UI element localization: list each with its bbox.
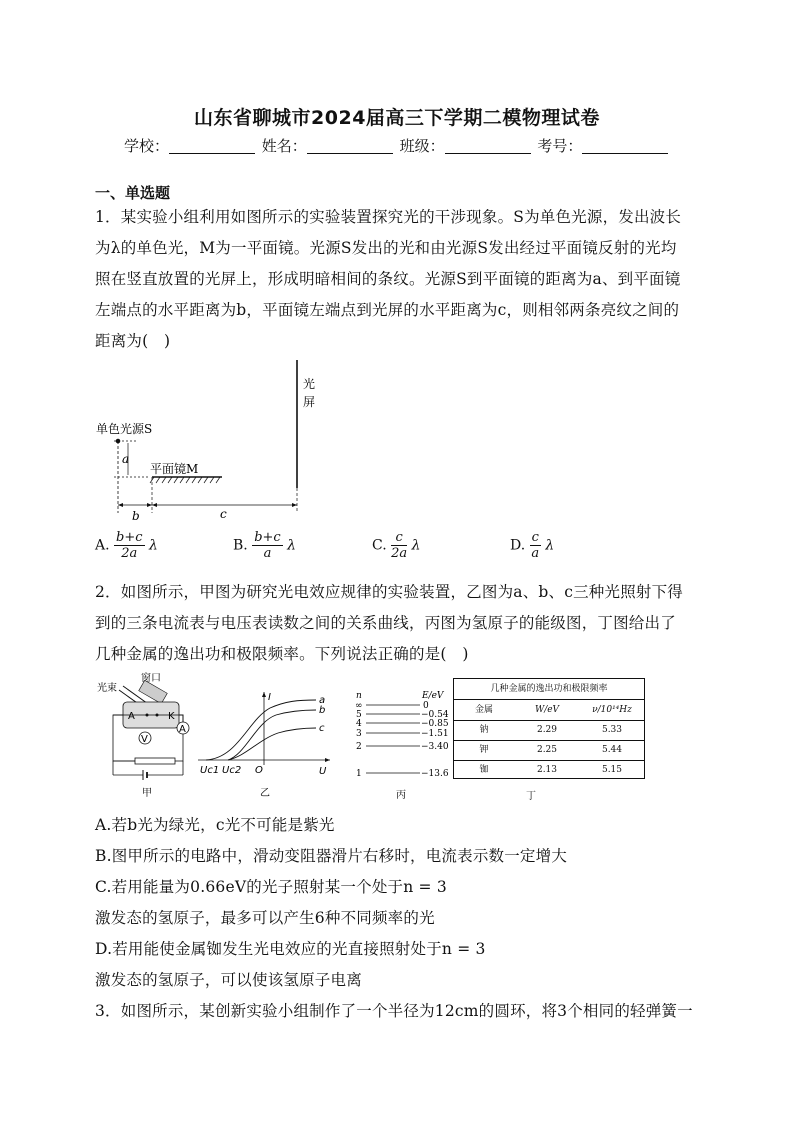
- table-header-row: 金属 W/eV ν/10¹⁴Hz: [454, 700, 644, 721]
- svg-text:∞: ∞: [355, 701, 363, 711]
- section-heading: 一、单选题: [95, 184, 171, 202]
- fig-bing-energy-levels: [352, 688, 452, 800]
- q1-option-d[interactable]: D. $\frac{c}{a}$ λ: [510, 530, 555, 561]
- screen-label-1: 光: [303, 377, 316, 391]
- q2-option-d[interactable]: D.若用能使金属铷发生光电效应的光直接照射处于n = 3: [95, 940, 486, 958]
- exam-no-label: 考号：: [537, 137, 583, 155]
- svg-text:光束: 光束: [97, 683, 117, 694]
- svg-text:E/eV: E/eV: [422, 691, 444, 701]
- curve-a: [206, 700, 316, 760]
- level-2: [356, 742, 449, 752]
- level-inf: [355, 701, 429, 711]
- screen-label-2: 屏: [303, 395, 316, 409]
- svg-text:−0.85: −0.85: [421, 719, 449, 729]
- q2-option-c[interactable]: C.若用能量为0.66eV的光子照射某一个处于n = 3: [95, 878, 447, 896]
- level-4: [356, 719, 449, 729]
- q1-line-1: 1．某实验小组利用如图所示的实验装置探究光的干涉现象。S为单色光源，发出波长: [95, 208, 682, 226]
- q1-option-a[interactable]: A. $\frac{b+c}{2a}$ λ: [95, 530, 158, 561]
- svg-text:3: 3: [356, 729, 362, 739]
- svg-text:5: 5: [356, 710, 362, 720]
- fig-jia-caption: 甲: [142, 788, 152, 799]
- svg-text:0: 0: [423, 701, 429, 711]
- svg-text:c: c: [319, 723, 325, 734]
- svg-text:窗口: 窗口: [141, 673, 161, 684]
- fig-yi-caption: 乙: [260, 788, 270, 799]
- q2-line-2: 到的三条电流表与电压表读数之间的关系曲线，丙图为氢原子的能级图，丁图给出了: [95, 614, 676, 632]
- fig-ding-caption: 丁: [526, 791, 536, 802]
- q2-line-3: 几种金属的逸出功和极限频率。下列说法正确的是( ): [95, 645, 469, 663]
- svg-text:−0.54: −0.54: [421, 710, 449, 720]
- name-label: 姓名：: [261, 137, 307, 155]
- svg-text:A: A: [128, 711, 135, 722]
- svg-text:O: O: [255, 765, 263, 776]
- a-label: a: [122, 452, 130, 466]
- curve-c: [228, 728, 316, 760]
- svg-text:−13.6: −13.6: [421, 769, 449, 779]
- level-1: [356, 769, 449, 779]
- level-3: [356, 729, 449, 739]
- svg-text:n: n: [356, 691, 362, 701]
- svg-text:−1.51: −1.51: [421, 729, 449, 739]
- q2-option-d-cont: 激发态的氢原子，可以使该氢原子电离: [95, 971, 362, 989]
- school-blank[interactable]: [169, 139, 255, 154]
- q1-line-3: 照在竖直放置的光屏上，形成明暗相间的条纹。光源S到平面镜的距离为a、到平面镜: [95, 270, 681, 288]
- c-label: c: [220, 507, 227, 521]
- name-blank[interactable]: [307, 139, 393, 154]
- svg-text:a: a: [319, 695, 326, 706]
- fig-ding-table: [453, 678, 645, 779]
- q2-option-c-cont: 激发态的氢原子，最多可以产生6种不同频率的光: [95, 909, 435, 927]
- svg-text:A: A: [179, 724, 186, 735]
- student-info-line: [124, 135, 670, 156]
- svg-text:1: 1: [356, 769, 362, 779]
- svg-text:4: 4: [356, 719, 362, 729]
- q1-line-5: 距离为( ): [95, 332, 171, 350]
- q1-line-2: 为λ的单色光，M为一平面镜。光源S发出的光和由光源S发出经过平面镜反射的光均: [95, 239, 677, 257]
- svg-text:I: I: [268, 692, 271, 703]
- svg-text:V: V: [141, 734, 148, 745]
- table-row: 钾 2.25 5.44: [454, 741, 644, 761]
- svg-text:K: K: [168, 711, 175, 722]
- school-label: 学校：: [124, 137, 170, 155]
- svg-text:U: U: [319, 766, 327, 777]
- q1-option-c[interactable]: C. $\frac{c}{2a}$ λ: [372, 530, 421, 561]
- uc1-label: Uc1: [200, 765, 220, 776]
- q2-option-b[interactable]: B.图甲所示的电路中，滑动变阻器滑片右移时，电流表示数一定增大: [95, 847, 568, 865]
- fig-yi-iv-graph: [198, 690, 338, 800]
- b-label: b: [132, 509, 140, 523]
- q2-option-a[interactable]: A.若b光为绿光，c光不可能是紫光: [95, 816, 335, 834]
- fig-bing-caption: 丙: [396, 790, 406, 800]
- rheostat: [135, 758, 175, 764]
- table-title: 几种金属的逸出功和极限频率: [454, 679, 644, 700]
- uc2-label: Uc2: [222, 765, 242, 776]
- svg-text:b: b: [319, 705, 326, 716]
- q1-option-b[interactable]: B. $\frac{b+c}{a}$ λ: [233, 530, 297, 561]
- q1-mirror-diagram: [90, 355, 330, 525]
- table-row: 铷 2.13 5.15: [479, 765, 623, 775]
- fig-jia-circuit: [95, 672, 195, 800]
- svg-text:2: 2: [356, 742, 362, 752]
- exam-no-blank[interactable]: [582, 139, 668, 154]
- source-label: 单色光源S: [96, 422, 153, 436]
- class-label: 班级：: [399, 137, 445, 155]
- mirror-label: 平面镜M: [150, 462, 199, 476]
- q1-line-4: 左端点的水平距离为b，平面镜左端点到光屏的水平距离为c，则相邻两条亮纹之间的: [95, 301, 680, 319]
- q3-line-1: 3．如图所示，某创新实验小组制作了一个半径为12cm的圆环，将3个相同的轻弹簧一: [95, 1002, 693, 1020]
- curve-b: [228, 710, 316, 760]
- page-title: 山东省聊城市2024届高三下学期二模物理试卷: [194, 107, 600, 129]
- mirror-hatching: [150, 477, 220, 483]
- q2-line-1: 2．如图所示，甲图为研究光电效应规律的实验装置，乙图为a、b、c三种光照射下得: [95, 583, 684, 601]
- table-row: 钠 2.29 5.33: [454, 721, 644, 741]
- svg-text:−3.40: −3.40: [421, 742, 449, 752]
- class-blank[interactable]: [445, 139, 531, 154]
